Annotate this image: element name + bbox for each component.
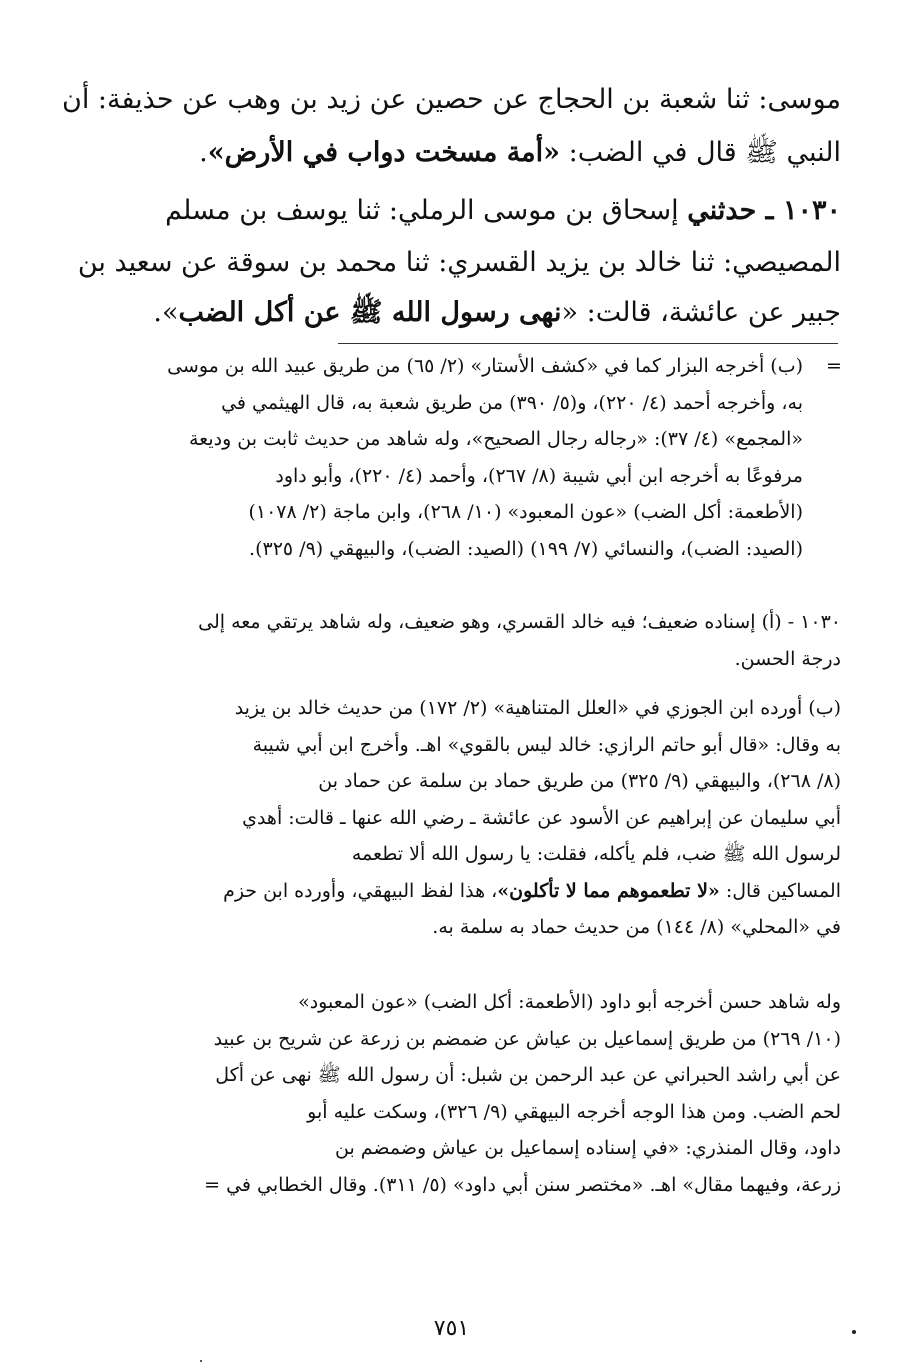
footnote-line: به وقال: «قال أبو حاتم الرازي: خالد ليس بالقوي» اهـ. وأخرج ابن أبي شيبة — [252, 733, 841, 756]
main-text-line-3 — [103, 186, 841, 236]
footnote-line — [103, 604, 841, 641]
hadith-quote-3: «لا تطعموهم مما لا تأكلون» — [497, 879, 720, 902]
footnote-line: في «المحلي» (٨/ ١٤٤) من حديث حماد به سلمة به. — [432, 916, 841, 938]
footnote-1030-b — [103, 690, 841, 946]
scan-speck — [200, 1360, 202, 1362]
footnote-line — [103, 873, 841, 910]
footnote-text: إسناده ضعيف؛ فيه خالد القسري، وهو ضعيف، وله شاهد يرتقي معه إلى — [198, 611, 756, 633]
main-text-line-1: موسى: ثنا شعبة بن الحجاج عن حصين عن زيد بن وهب عن حذيفة: أن — [62, 84, 841, 115]
footnote-line: عن أبي راشد الحبراني عن عبد الرحمن بن شبل: أن رسول الله ﷺ نهى عن أكل — [215, 1064, 841, 1086]
footnote-line: (١٠/ ٢٦٩) من طريق إسماعيل بن عياش عن ضمضم بن زرعة عن شريح بن عبيد — [213, 1027, 841, 1050]
continuation-marker-start: = — [826, 355, 842, 377]
footnote-line: لرسول الله ﷺ ضب، فلم يأكله، فقلت: يا رسول الله ألا تطعمه — [351, 843, 841, 865]
footnote-line: أبي سليمان عن إبراهيم عن الأسود عن عائشة ـ رضي الله عنها ـ قالت: أهدي — [242, 806, 841, 829]
footnote-line: لحم الضب. ومن هذا الوجه أخرجه البيهقي (٩/ ٣٢٦)، وسكت عليه أبو — [307, 1100, 841, 1123]
footnote-label: ١٠٣٠ - (أ) — [761, 611, 841, 633]
main-text-line-2-c: . — [199, 137, 208, 168]
footnote-1030-a — [103, 604, 841, 677]
footnote-line: درجة الحسن. — [734, 647, 841, 670]
footnote-line: «المجمع» (٤/ ٣٧): «رجاله رجال الصحيح»، وله شاهد من حديث ثابت بن وديعة — [188, 428, 803, 450]
footnote-text: المساكين قال: — [719, 879, 841, 902]
main-text-line-2-a: النبي ﷺ قال في الضب: — [560, 137, 841, 168]
footnote-line: به، وأخرجه أحمد (٤/ ٢٢٠)، و(٥/ ٣٩٠) من طريق شعبة به، قال الهيثمي في — [221, 391, 803, 414]
footnote-line: مرفوعًا به أخرجه ابن أبي شيبة (٨/ ٢٦٧)، وأحمد (٤/ ٢٢٠)، وأبو داود — [275, 464, 803, 487]
main-text-line-2 — [103, 128, 841, 178]
footnote-line: (ب) أورده ابن الجوزي في «العلل المتناهية» (٢/ ١٧٢) من حديث خالد بن يزيد — [234, 697, 841, 719]
hadith-quote-2: نهى رسول الله ﷺ عن أكل الضب — [178, 297, 562, 328]
footnote-line: داود، وقال المنذري: «في إسناده إسماعيل بن عياش وضمضم بن — [334, 1137, 841, 1159]
footnote-line: وله شاهد حسن أخرجه أبو داود (الأطعمة: أكل الضب) «عون المعبود» — [298, 991, 841, 1013]
footnote-b-previous — [103, 348, 803, 567]
footnote-text: ، هذا لفظ البيهقي، وأورده ابن حزم — [223, 879, 498, 902]
footnote-line: (ب) أخرجه البزار كما في «كشف الأستار» (٢/ ٦٥) من طريق عبيد الله بن موسى — [167, 355, 803, 377]
main-text-line-5-a: جبير عن عائشة، قالت: « — [561, 297, 841, 328]
footnote-line: (الصيد: الضب)، والنسائي (٧/ ١٩٩) (الصيد: الضب)، والبيهقي (٩/ ٣٢٥). — [249, 537, 803, 560]
scan-speck — [852, 1330, 856, 1334]
footnote-separator — [338, 343, 838, 344]
main-text-line-4: المصيصي: ثنا خالد بن يزيد القسري: ثنا محمد بن سوقة عن سعيد بن — [77, 247, 841, 278]
page-number: ٧٥١ — [433, 1316, 470, 1341]
footnote-line: (٨/ ٢٦٨)، والبيهقي (٩/ ٣٢٥) من طريق حماد بن سلمة عن حماد بن — [318, 770, 841, 792]
footnote-line: زرعة، وفيهما مقال» اهـ. «مختصر سنن أبي داود» (٥/ ٣١١). وقال الخطابي في = — [204, 1173, 841, 1196]
hadith-quote-1: «أمة مسخت دواب في الأرض» — [207, 137, 561, 168]
main-text-line-3-rest: إسحاق بن موسى الرملي: ثنا يوسف بن مسلم — [165, 195, 688, 226]
footnote-line: (الأطعمة: أكل الضب) «عون المعبود» (١٠/ ٢٦٨)، وابن ماجة (٢/ ١٠٧٨) — [248, 501, 803, 523]
footnote-1030-witness — [103, 984, 841, 1203]
hadith-number: ١٠٣٠ ـ حدثني — [687, 195, 841, 226]
main-text-line-5-c: ». — [153, 297, 179, 328]
main-text-line-5 — [103, 288, 841, 338]
